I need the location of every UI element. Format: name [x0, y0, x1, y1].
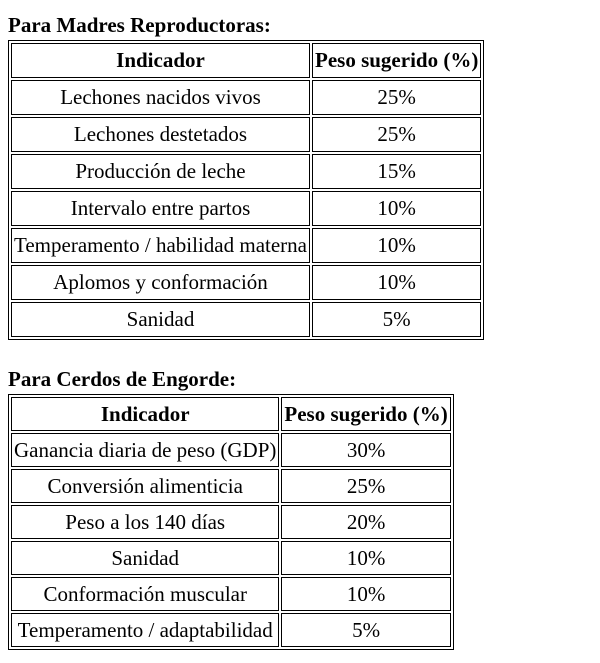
- indicator-table: [8, 40, 484, 340]
- weight-cell: 10%: [281, 577, 450, 611]
- weight-cell: 5%: [312, 302, 481, 337]
- column-header-indicador: Indicador: [11, 43, 310, 78]
- table-row: [11, 541, 451, 575]
- indicator-cell: Producción de leche: [11, 154, 310, 189]
- indicator-cell: Temperamento / habilidad materna: [11, 228, 310, 263]
- table-header-row: [11, 397, 451, 431]
- column-header-peso: Peso sugerido (%): [281, 397, 450, 431]
- indicator-cell: Lechones nacidos vivos: [11, 80, 310, 115]
- section-title: Para Cerdos de Engorde:: [8, 367, 237, 391]
- column-header-peso: Peso sugerido (%): [312, 43, 481, 78]
- indicator-cell: Lechones destetados: [11, 117, 310, 152]
- table-row: [11, 302, 481, 337]
- weight-cell: 5%: [281, 613, 450, 647]
- indicator-cell: Conversión alimenticia: [11, 469, 279, 503]
- table-row: [11, 80, 481, 115]
- weight-cell: 10%: [312, 265, 481, 300]
- table-row: [11, 505, 451, 539]
- section-title: Para Madres Reproductoras:: [8, 13, 271, 37]
- indicator-cell: Conformación muscular: [11, 577, 279, 611]
- weight-cell: 15%: [312, 154, 481, 189]
- table-row: [11, 613, 451, 647]
- table-row: [11, 433, 451, 467]
- indicator-cell: Temperamento / adaptabilidad: [11, 613, 279, 647]
- weight-cell: 25%: [281, 469, 450, 503]
- weight-cell: 25%: [312, 117, 481, 152]
- column-header-indicador: Indicador: [11, 397, 279, 431]
- weight-cell: 20%: [281, 505, 450, 539]
- table-row: [11, 228, 481, 263]
- table-row: [11, 191, 481, 226]
- weight-cell: 25%: [312, 80, 481, 115]
- indicator-cell: Sanidad: [11, 541, 279, 575]
- indicator-table: [8, 394, 454, 650]
- indicator-cell: Aplomos y conformación: [11, 265, 310, 300]
- weight-cell: 10%: [312, 228, 481, 263]
- table-header-row: [11, 43, 481, 78]
- table-row: [11, 577, 451, 611]
- indicator-cell: Sanidad: [11, 302, 310, 337]
- weight-cell: 30%: [281, 433, 450, 467]
- indicator-cell: Peso a los 140 días: [11, 505, 279, 539]
- table-row: [11, 469, 451, 503]
- weight-cell: 10%: [281, 541, 450, 575]
- table-row: [11, 265, 481, 300]
- section-madres-reproductoras: [8, 13, 484, 340]
- section-cerdos-engorde: [8, 367, 454, 650]
- indicator-cell: Ganancia diaria de peso (GDP): [11, 433, 279, 467]
- table-row: [11, 117, 481, 152]
- table-row: [11, 154, 481, 189]
- weight-cell: 10%: [312, 191, 481, 226]
- indicator-cell: Intervalo entre partos: [11, 191, 310, 226]
